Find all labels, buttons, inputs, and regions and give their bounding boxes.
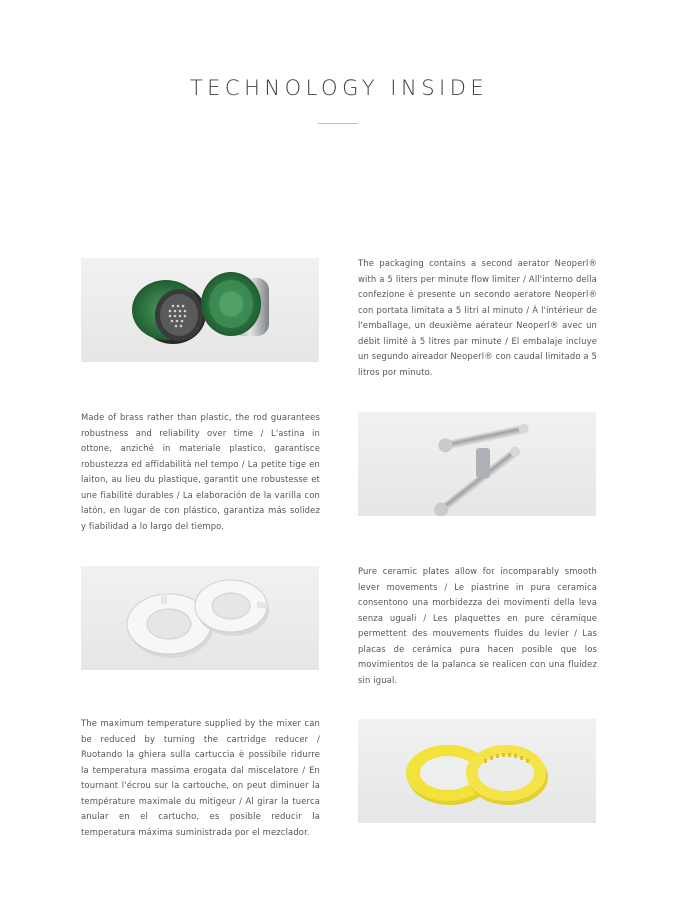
ceramic-plates-description: Pure ceramic plates allow for incomparably smooth lever movements / Le piastrine in pura ceramica consentono una morbidezza dei movimenti della leva senza uguali / Les plaquettes en pure céramique permettent des mouvements fluides du levier / Las placas de cerámica pura hacen posible que los movimientos de la palanca se realicen con una fluidez sin igual. — [358, 566, 597, 685]
brass-rod-description: Made of brass rather than plastic, the rod guarantees robustness and reliability over time / L'astina in ottone, anziché in materiale plastico, garantisce robustezza ed affidabilità nel tempo / La petite tige en laiton, au lieu du plastique, garantit une robustesse et une fiabilité durables / La elaboración de la varilla con latón, en lugar de con plástico, garantiza más solidez y fiabilidad a lo largo del tiempo. — [81, 412, 320, 531]
title-divider — [318, 123, 358, 124]
temperature-description: The maximum temperature supplied by the mixer can be reduced by turning the cartridge reducer / Ruotando la ghiera sulla cartuccia è possibile ridurre la temperatura massima erogata dal miscelatore / En tournant l'écrou sur la cartouche, on peut diminuer la température maximale du mitigeur / Al girar la tuerca anular en el cartucho, es posible reducir la temperatura máxima suministrada por el mezclador. — [81, 718, 320, 837]
aerator-image — [81, 258, 319, 362]
aerator-description: The packaging contains a second aerator Neoperl® with a 5 liters per minute flow limiter / All'interno della confezione è presente un secondo aeratore Neoperl® con portata limitata a 5 litri al minuto / À l'intérieur de l'emballage, un deuxième aérateur Neoperl® avec un débit limité à 5 litres par minute / El embalaje incluye un segundo aireador Neoperl® con caudal limitado a 5 litros por minuto. — [358, 258, 597, 377]
page-title: TECHNOLOGY INSIDE — [189, 76, 489, 100]
temperature-ring-icon — [358, 719, 596, 823]
aerator-icon — [81, 258, 319, 362]
ceramic-plates-image — [81, 566, 319, 670]
brass-rod-image — [358, 412, 596, 516]
temperature-ring-image — [358, 719, 596, 823]
ceramic-plates-icon — [81, 566, 319, 670]
brass-rod-icon — [358, 412, 596, 516]
